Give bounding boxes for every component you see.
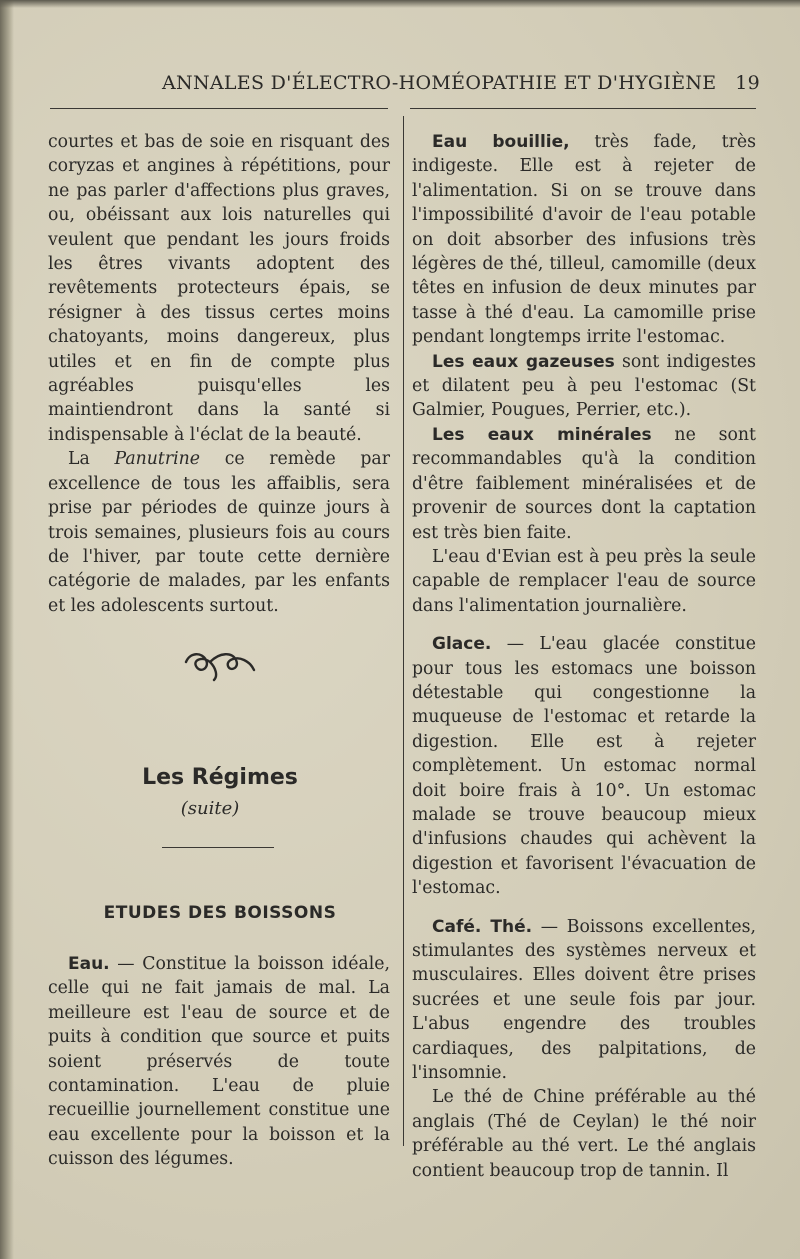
- eaux-gazeuses-text: sont indigestes et dilatent peu à peu l'estomac (St Galmier, Pougues, Perrier, etc.).: [412, 351, 757, 421]
- paragraph-eau-bouillie: [412, 130, 756, 350]
- fleuron-ornament-icon: [180, 646, 260, 682]
- section-rule: [162, 847, 274, 848]
- glace-text: — L'eau glacée constitue pour tous les estomacs une boisson détestable qui congestionne la muqueuse de l'estomac et retarde la digestion. Elle est à rejeter complètement. Un estomac normal doit boire frais à 10°. Un estomac malade se trouve beaucoup mieux d'infusions chaudes qui achèvent la digestion et favorisent l'évacuation de l'estomac.: [412, 634, 756, 899]
- journal-title: ANNALES D'ÉLECTRO-HOMÉOPATHIE ET D'HYGIÈNE: [162, 72, 717, 94]
- eaux-minerales-label: Les eaux minérales: [432, 424, 652, 445]
- eaux-gazeuses-label: Les eaux gazeuses: [432, 351, 615, 372]
- left-column-text: [48, 130, 390, 618]
- eau-bouillie-text: très fade, très indigeste. Elle est à rejeter de l'alimentation. Si on se trouve dans l'impossibilité d'avoir de l'eau potable on doit absorber des infusions très légères de thé, tilleul, camomille (deux têtes en infusion de deux minutes par tasse à thé d'eau. La camomille prise pendant longtemps irrite l'estomac.: [412, 132, 756, 348]
- panutrine-post: ce remède par excellence de tous les affaiblis, sera prise par périodes de quinze jours à trois semaines, plusieurs fois au cours de l'hiver, par toute cette dernière catégorie de malades, par les enfants et les adolescents surtout.: [48, 449, 391, 616]
- paragraph-clothing: courtes et bas de soie en risquant des coryzas et angines à répétitions, pour ne pas parler d'affections plus graves, ou, obéissant aux lois naturelles qui veulent que pendant les jours froids les êtres vivants adoptent des revêtements protecteurs épais, se résigner à des tissus certes moins chatoyants, moins dangereux, plus utiles et en fin de compte plus agréables puisqu'elles les maintiendront dans la santé si indispensable à l'éclat de la beauté.: [48, 132, 390, 445]
- paragraph-evian: L'eau d'Evian est à peu près la seule capable de remplacer l'eau de source dans l'alimentation journalière.: [412, 546, 756, 616]
- paragraph-eaux-gazeuses: [412, 350, 756, 423]
- paragraph-the-chine: Le thé de Chine préférable au thé anglais (Thé de Ceylan) le thé noir préférable au thé vert. Le thé anglais contient beaucoup trop de tannin. Il: [412, 1087, 756, 1181]
- paragraph-glace: [412, 632, 756, 900]
- right-column-text: [412, 130, 756, 1183]
- page-spine-shadow: [0, 0, 14, 1259]
- section-heading: ETUDES DES BOISSONS: [103, 903, 337, 923]
- paragraph-cafe-the: [412, 915, 756, 1086]
- running-header: [50, 72, 766, 100]
- eaux-minerales-text: ne sont recommandables qu'à la condition d'être faiblement minéralisées et de provenir de sources dont la captation est très bien faite.: [412, 424, 756, 543]
- eau-label: Eau.: [68, 954, 110, 974]
- eau-bouillie-label: Eau bouillie,: [432, 132, 570, 152]
- spacer: [412, 901, 756, 915]
- cafe-the-text: — Boissons excellentes, stimulantes des systèmes nerveux et musculaires. Elles doivent être prises sucrées et une seule fois par jour. L'abus engendre des troubles cardiaques, des palpitations, de l'insomnie.: [412, 916, 757, 1084]
- eau-text: — Constitue la boisson idéale, celle qui ne fait jamais de mal. La meilleure est l'eau de source et de puits à condition que source et puits soient préservés de toute contamination. L'eau de pluie recueillie journellement constitue une eau excellente pour la boisson et la cuisson des légumes.: [48, 954, 390, 1170]
- page-number: 19: [735, 72, 760, 94]
- paragraph-panutrine: [48, 447, 390, 618]
- spacer: [412, 618, 756, 632]
- glace-label: Glace.: [432, 634, 492, 655]
- left-column-eau: [48, 952, 390, 1172]
- panutrine-pre: La: [68, 449, 115, 470]
- section-subtitle: (suite): [180, 798, 240, 819]
- header-rule-right: [410, 108, 756, 109]
- top-edge-shadow: [0, 0, 800, 8]
- paragraph-eau: [48, 952, 390, 1172]
- column-divider: [403, 116, 404, 1146]
- paragraph-eaux-minerales: [412, 423, 756, 545]
- header-rule-left: [50, 108, 388, 109]
- cafe-the-label: Café. Thé.: [432, 916, 533, 937]
- section-title: Les Régimes: [142, 765, 298, 790]
- panutrine-name: Panutrine: [114, 449, 200, 470]
